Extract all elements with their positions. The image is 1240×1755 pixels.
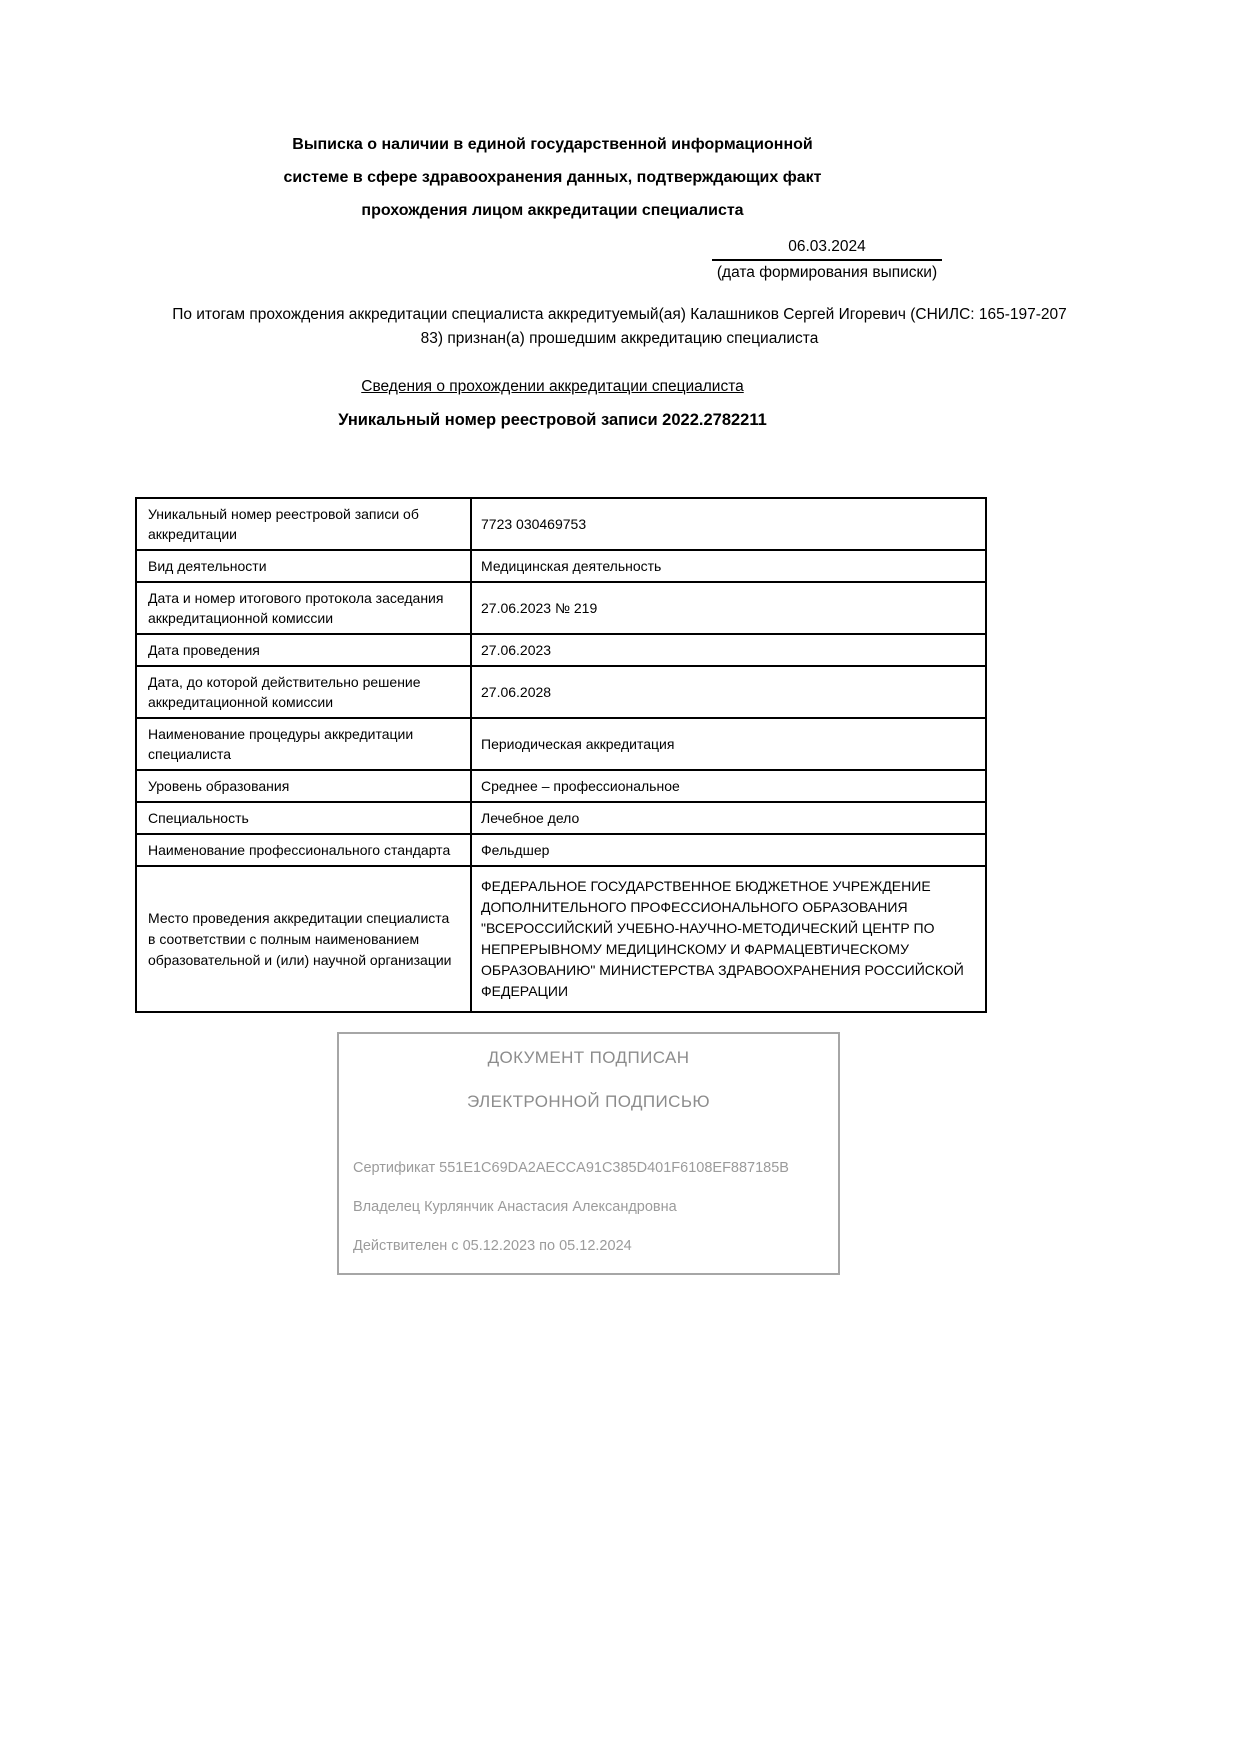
table-row-value: Медицинская деятельность [471, 550, 986, 582]
table-row [136, 770, 986, 802]
title-line-3: прохождения лицом аккредитации специалиста [361, 202, 744, 219]
accreditation-table [135, 497, 987, 1013]
table-row-label: Специальность [136, 802, 471, 834]
table-row-label: Дата и номер итогового протокола заседания аккредитационной комиссии [136, 582, 471, 634]
registry-number-heading: Уникальный номер реестровой записи 2022.2782211 [338, 411, 767, 429]
extract-date-block [712, 238, 942, 282]
signature-details [353, 1158, 828, 1256]
signature-validity: Действителен с 05.12.2023 по 05.12.2024 [353, 1238, 632, 1254]
extract-date: 06.03.2024 [712, 238, 942, 261]
table-row [136, 582, 986, 634]
table-row-label: Вид деятельности [136, 550, 471, 582]
table-row-label: Наименование профессионального стандарта [136, 834, 471, 866]
title-line-2: системе в сфере здравоохранения данных, подтверждающих факт [283, 169, 822, 186]
table-row-value: Периодическая аккредитация [471, 718, 986, 770]
table-row-label: Место проведения аккредитации специалиста в соответствии с полным наименованием образовательной и (или) научной организации [136, 866, 471, 1012]
intro-paragraph: По итогам прохождения аккредитации специалиста аккредитуемый(ая) Калашников Сергей Игоревич (СНИЛС: 165-197-207 83) признан(а) прошедшим аккредитацию специалиста [172, 306, 1067, 347]
table-row-label: Уровень образования [136, 770, 471, 802]
table-row-value: Лечебное дело [471, 802, 986, 834]
section-heading: Сведения о прохождении аккредитации специалиста [361, 378, 744, 395]
signature-certificate: Сертификат 551E1C69DA2AECCA91C385D401F6108EF887185B [353, 1160, 789, 1176]
table-row [136, 666, 986, 718]
table-row [136, 834, 986, 866]
table-row [136, 550, 986, 582]
table-row-label: Дата проведения [136, 634, 471, 666]
table-row [136, 498, 986, 550]
signature-box [337, 1032, 840, 1275]
table-row-value: Среднее – профессиональное [471, 770, 986, 802]
title-line-1: Выписка о наличии в единой государственной информационной [292, 136, 813, 153]
table-row-value: 7723 030469753 [471, 498, 986, 550]
signature-heading-line2: ЭЛЕКТРОННОЙ ПОДПИСЬЮ [467, 1092, 710, 1111]
table-row-value: 27.06.2028 [471, 666, 986, 718]
table-row [136, 866, 986, 1012]
table-row [136, 802, 986, 834]
table-row [136, 718, 986, 770]
table-row-label: Уникальный номер реестровой записи об аккредитации [136, 498, 471, 550]
table-row-value: 27.06.2023 № 219 [471, 582, 986, 634]
accreditation-table-body [136, 498, 986, 1012]
document-title [135, 128, 970, 227]
table-row-value: 27.06.2023 [471, 634, 986, 666]
table-row-value: ФЕДЕРАЛЬНОЕ ГОСУДАРСТВЕННОЕ БЮДЖЕТНОЕ УЧРЕЖДЕНИЕ ДОПОЛНИТЕЛЬНОГО ПРОФЕССИОНАЛЬНОГО ОБРАЗОВАНИЯ "ВСЕРОССИЙСКИЙ УЧЕБНО-НАУЧНО-МЕТОДИЧЕСКИЙ ЦЕНТР ПО НЕПРЕРЫВНОМУ МЕДИЦИНСКОМУ И ФАРМАЦЕВТИЧЕСКОМУ ОБРАЗОВАНИЮ" МИНИСТЕРСТВА ЗДРАВООХРАНЕНИЯ РОССИЙСКОЙ ФЕДЕРАЦИИ [471, 866, 986, 1012]
table-row-label: Наименование процедуры аккредитации специалиста [136, 718, 471, 770]
table-row-label: Дата, до которой действительно решение аккредитационной комиссии [136, 666, 471, 718]
signature-owner: Владелец Курлянчик Анастасия Александровна [353, 1199, 677, 1215]
extract-date-caption: (дата формирования выписки) [716, 264, 938, 281]
signature-heading-line1: ДОКУМЕНТ ПОДПИСАН [487, 1048, 690, 1067]
table-row-value: Фельдшер [471, 834, 986, 866]
table-row [136, 634, 986, 666]
